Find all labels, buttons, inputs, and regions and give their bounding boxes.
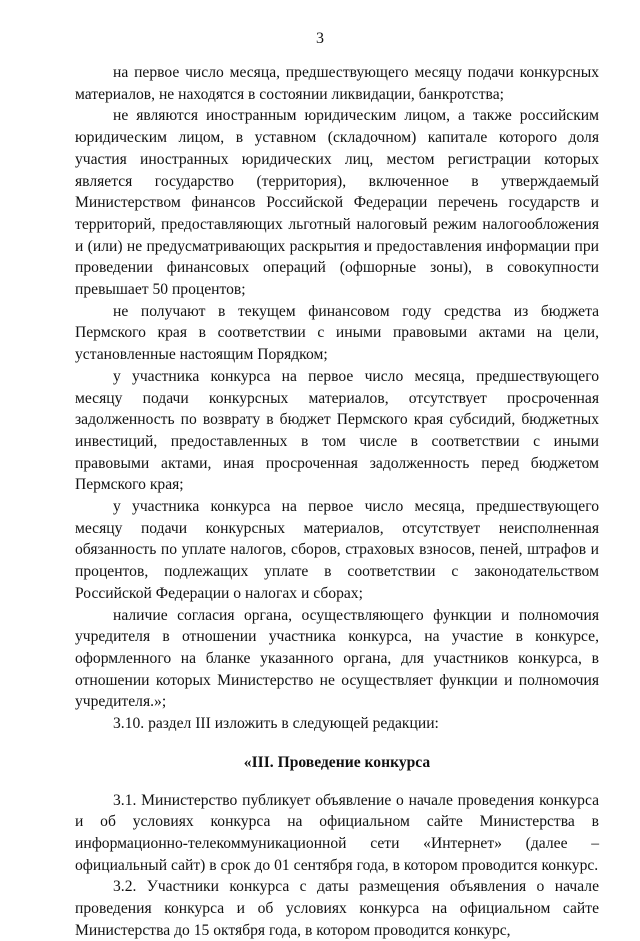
paragraph: 3.2. Участники конкурса с даты размещения объявления о начале проведения конкурса и об условиях конкурса на официальном сайте Министерства до 15 октября года, в котором проводится конкурс, [75, 878, 599, 939]
paragraph: 3.1. Министерство публикует объявление о начале проведения конкурса и об условиях конкурса на официальном сайте Министерства в информационно-телекоммуникационной сети «Интернет» (далее – официальный сайт) в срок до 01 сентября года, в котором проводится конкурс. [75, 791, 599, 874]
paragraph: 3.10. раздел III изложить в следующей редакции: [113, 715, 439, 733]
paragraph: наличие согласия органа, осуществляющего функции и полномочия учредителя в отношении участника конкурса, на участие в конкурсе, оформленного на бланке указанного органа, для участников конкурса, в отношении которых Министерство не осуществляет функции и полномочия учредителя.»; [75, 606, 599, 711]
paragraph: не являются иностранным юридическим лицом, а также российским юридическим лицом, в уставном (складочном) капитале которого доля участия иностранных юридических лиц, местом регистрации которых является государство (территория), включенное в утверждаемый Министерством финансов Российской Федерации перечень государств и территорий, предоставляющих льготный налоговый режим налогообложения и (или) не предусматривающих раскрытия и предоставления информации при проведении финансовых операций (офшорные зоны), в совокупности превышает 50 процентов; [75, 107, 599, 299]
document-body [75, 62, 599, 941]
paragraph: у участника конкурса на первое число месяца, предшествующего месяцу подачи конкурсных материалов, отсутствует неисполненная обязанность по уплате налогов, сборов, страховых взносов, пеней, штрафов и процентов, подлежащих уплате в соответствии с законодательством Российской Федерации о налогах и сборах; [75, 498, 599, 602]
paragraph: не получают в текущем финансовом году средства из бюджета Пермского края в соответствии с иными правовыми актами на цели, установленные настоящим Порядком; [75, 302, 599, 364]
page-number: 3 [316, 30, 324, 47]
paragraph: на первое число месяца, предшествующего месяцу подачи конкурсных материалов, не находятся в состоянии ликвидации, банкротства; [75, 64, 599, 103]
section-heading: «III. Проведение конкурса [243, 753, 431, 771]
paragraph: у участника конкурса на первое число месяца, предшествующего месяцу подачи конкурсных материалов, отсутствует просроченная задолженность по возврату в бюджет Пермского края субсидий, бюджетных инвестиций, предоставленных в том числе в соответствии с иными правовыми актами, иная просроченная задолженность перед бюджетом Пермского края; [75, 367, 599, 494]
